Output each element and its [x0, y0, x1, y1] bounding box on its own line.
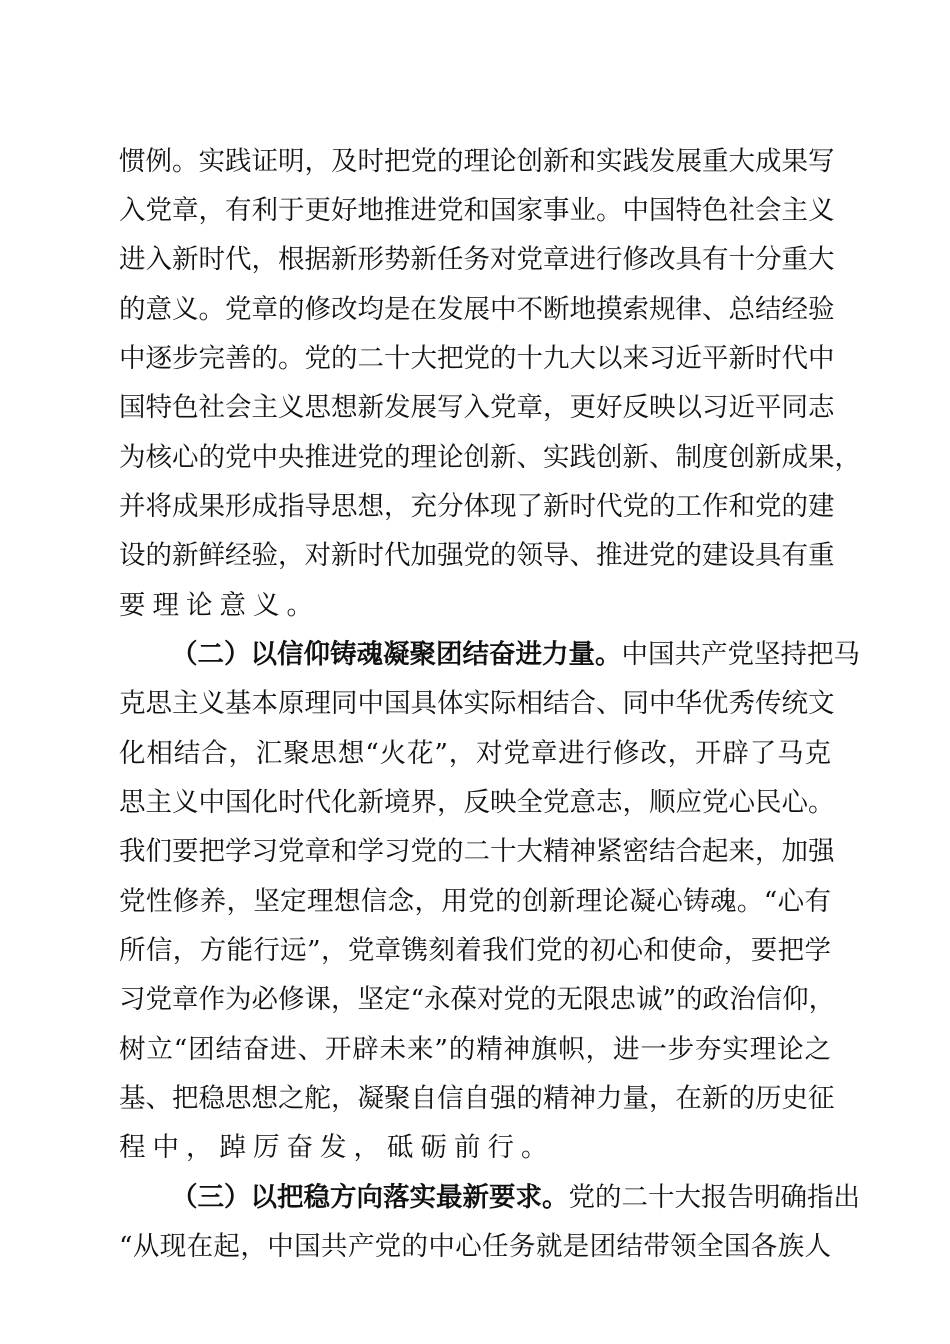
text-line: 化相结合，汇聚思想“火花”，对党章进行修改，开辟了马克 [119, 738, 831, 769]
paragraph-first-line [171, 1180, 860, 1216]
text-span: 党的二十大报告明确指出 [568, 1182, 860, 1213]
text-line: 党性修养，坚定理想信念，用党的创新理论凝心铸魂。“心有 [119, 886, 831, 917]
text-line: 程中，踔厉奋发，砥砺前行。 [119, 1132, 555, 1163]
text-line: 习党章作为必修课，坚定“永葆对党的无限忠诚”的政治信仰， [119, 984, 836, 1015]
text-line: 所信，方能行远”，党章镌刻着我们党的初心和使命，要把学 [119, 935, 831, 966]
text-line: 基、把稳思想之舵，凝聚自信自强的精神力量，在新的历史征 [119, 1083, 835, 1114]
section-heading: （二）以信仰铸魂凝聚团结奋进力量。 [171, 639, 622, 670]
text-line: 国特色社会主义思想新发展写入党章，更好反映以习近平同志 [119, 392, 835, 423]
text-line: “从现在起，中国共产党的中心任务就是团结带领全国各族人 [119, 1231, 831, 1262]
text-line: 为核心的党中央推进党的理论创新、实践创新、制度创新成果， [119, 442, 861, 473]
text-line: 树立“团结奋进、开辟未来”的精神旗帜，进一步夯实理论之 [119, 1034, 831, 1065]
text-line: 入党章，有利于更好地推进党和国家事业。中国特色社会主义 [119, 195, 835, 226]
text-line: 进入新时代，根据新形势新任务对党章进行修改具有十分重大 [119, 244, 835, 275]
text-line: 克思主义基本原理同中国具体实际相结合、同中华优秀传统文 [119, 688, 835, 719]
text-line: 的意义。党章的修改均是在发展中不断地摸索规律、总结经验 [119, 294, 835, 325]
text-line: 设的新鲜经验，对新时代加强党的领导、推进党的建设具有重 [119, 540, 835, 571]
text-line: 并将成果形成指导思想，充分体现了新时代党的工作和党的建 [119, 491, 835, 522]
section-heading: （三）以把稳方向落实最新要求。 [171, 1182, 569, 1213]
text-line: 我们要把学习党章和学习党的二十大精神紧密结合起来，加强 [119, 836, 835, 867]
text-line: 思主义中国化时代化新境界，反映全党意志，顺应党心民心。 [119, 787, 835, 818]
paragraph-first-line [171, 637, 860, 673]
text-span: 中国共产党坚持把马 [621, 639, 860, 670]
text-line: 中逐步完善的。党的二十大把党的十九大以来习近平新时代中 [119, 343, 835, 374]
text-line: 惯例。实践证明，及时把党的理论创新和实践发展重大成果写 [119, 146, 835, 177]
text-line: 要理论意义。 [119, 590, 320, 621]
